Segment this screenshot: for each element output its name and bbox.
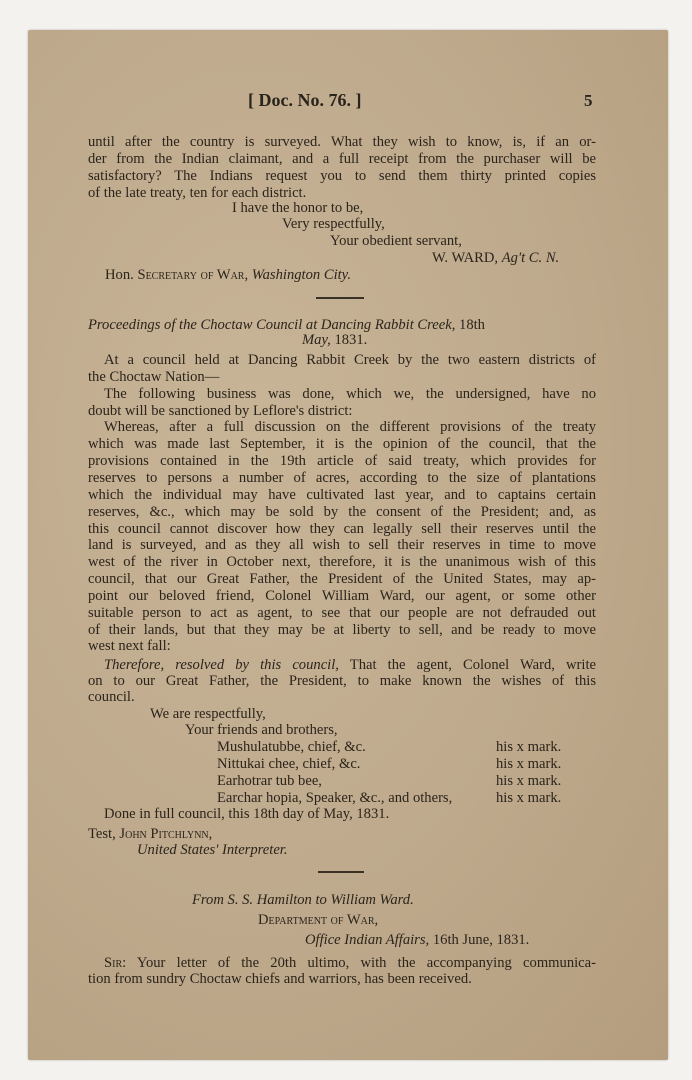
addressee-line: [105, 267, 351, 283]
section-title-text: Proceedings of the Choctaw Council at Dancing Rabbit Creek,: [88, 317, 456, 333]
signatory-name: Mushulatubbe, chief, &c.: [217, 739, 366, 755]
body-line: of their lands, but that they may be at liberty to sell, and be ready to move: [88, 621, 596, 638]
section-title: [88, 317, 485, 333]
body-line: doubt will be sanctioned by Leflore's district:: [88, 402, 353, 419]
addressee-title: Secretary of War,: [137, 267, 249, 283]
section-title: From S. S. Hamilton to William Ward.: [192, 892, 414, 908]
body-line: which the individual may have cultivated last year, and to captains certain: [88, 486, 596, 503]
section-title-date: 18th: [459, 317, 485, 333]
closing-line: We are respectfully,: [150, 706, 266, 722]
signatory-mark: his x mark.: [496, 739, 562, 755]
resolution-line: [104, 657, 596, 673]
section-title-continued: [302, 332, 367, 348]
signatory-mark: his x mark.: [496, 756, 562, 772]
body-line: council, that our Great Father, the President of the United States, may ap-: [88, 571, 596, 588]
addressee-prefix: Hon.: [105, 267, 134, 283]
interpreter-line: United States' Interpreter.: [137, 842, 288, 858]
body-line: At a council held at Dancing Rabbit Creek by the two eastern districts of: [104, 352, 596, 368]
done-line: Done in full council, this 18th day of May, 1831.: [104, 806, 390, 822]
signatory-mark: his x mark.: [496, 773, 562, 789]
body-line: reserves, &c., which may be sold by the consent of the President; and, as: [88, 503, 596, 520]
body-line: point our beloved friend, Colonel William Ward, our agent, or some other: [88, 587, 596, 604]
body-line: which was made last September, it is the opinion of the council, that the: [88, 436, 596, 453]
signatory-name: Earhotrar tub bee,: [217, 773, 322, 789]
witness-name: John Pitchlynn,: [119, 826, 213, 842]
office-name: Office Indian Affairs,: [305, 932, 430, 948]
section-divider: [316, 297, 364, 299]
resolution-line: council.: [88, 689, 135, 705]
witness-prefix: Test,: [88, 826, 116, 842]
department-line: Department of War,: [258, 912, 379, 928]
reply-date: 16th June, 1831.: [432, 932, 530, 948]
body-line: Whereas, after a full discussion on the different provisions of the treaty: [104, 419, 596, 436]
signatory-name: Earchar hopia, Speaker, &c., and others,: [217, 790, 453, 806]
signatory-name: Nittukai chee, chief, &c.: [217, 756, 361, 772]
witness-line: [88, 826, 212, 842]
signer-title: Ag't C. N.: [501, 250, 560, 266]
body-line: suitable person to act as agent, to see that our people are not defrauded out: [88, 604, 596, 621]
resolution-text: That the agent, Colonel Ward, write: [349, 657, 597, 673]
body-line: reserves to persons a number of acres, according to the size of plantations: [88, 469, 596, 486]
body-line: der from the Indian claimant, and a full receipt from the purchaser will be: [88, 151, 596, 167]
closing-line: Your obedient servant,: [330, 233, 462, 249]
closing-line: Very respectfully,: [282, 216, 385, 232]
signature-block: [432, 250, 559, 266]
office-date-line: [305, 932, 529, 948]
body-line: west of the river in October next, therefore, it is the unanimous wish of this: [88, 554, 596, 571]
reply-text: Your letter of the 20th ultimo, with the accompanying communica-: [136, 955, 596, 971]
body-line: satisfactory? The Indians request you to send them thirty printed copies: [88, 168, 596, 184]
page-number: 5: [584, 91, 593, 110]
body-line: west next fall:: [88, 638, 171, 655]
resolution-lead: Therefore, resolved by this council,: [104, 657, 339, 673]
body-line: until after the country is surveyed. What they wish to know, is, if an or-: [88, 134, 596, 150]
salutation: Sir:: [104, 955, 127, 971]
section-title-text: May,: [302, 332, 331, 348]
document-number-header: [ Doc. No. 76. ]: [248, 90, 362, 110]
addressee-place: Washington City.: [251, 267, 351, 283]
section-divider: [318, 871, 364, 873]
body-line: the Choctaw Nation—: [88, 368, 220, 385]
reply-body-line: tion from sundry Choctaw chiefs and warriors, has been received.: [88, 971, 472, 987]
resolution-line: on to our Great Father, the President, to make known the wishes of this: [88, 673, 596, 689]
body-line: provisions contained in the 19th article of said treaty, which provides for: [88, 453, 596, 470]
signer-name: W. WARD,: [432, 250, 499, 266]
body-line: land is surveyed, and as they all wish to sell their reserves in time to move: [88, 537, 596, 554]
body-line: The following business was done, which we, the undersigned, have no: [104, 385, 596, 402]
reply-body-line: [104, 955, 596, 971]
body-line: of the late treaty, ten for each district.: [88, 185, 307, 201]
closing-line: Your friends and brothers,: [185, 722, 338, 738]
body-line: this council cannot discover how they can legally sell their reserves until the: [88, 520, 596, 537]
closing-line: I have the honor to be,: [232, 200, 364, 216]
section-title-year: 1831.: [334, 332, 368, 348]
signatory-mark: his x mark.: [496, 790, 562, 806]
